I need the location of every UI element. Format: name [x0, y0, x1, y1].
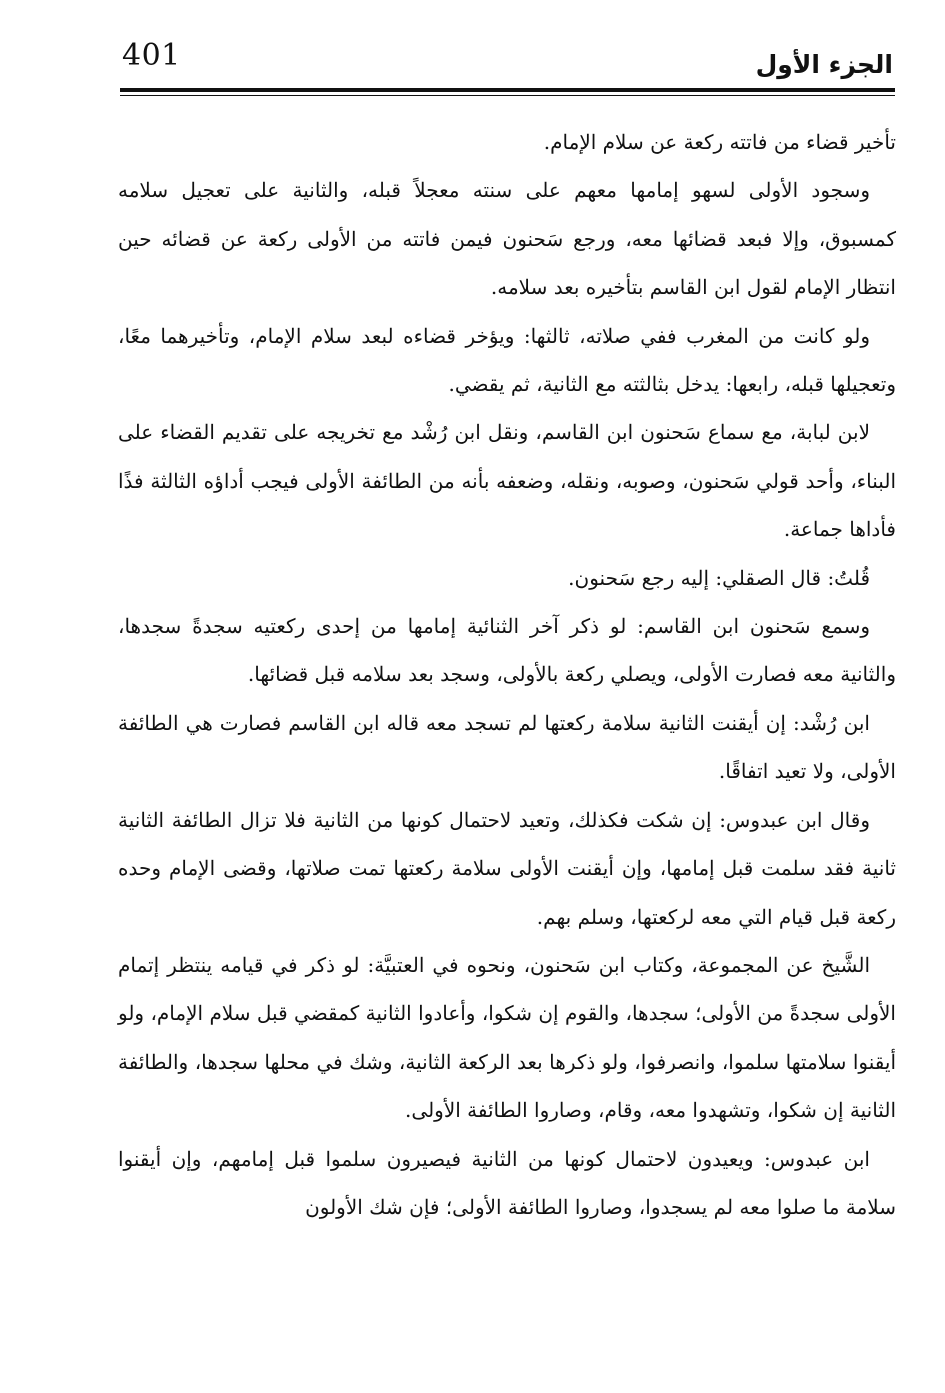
paragraph-5: قُلتُ: قال الصقلي: إليه رجع سَحنون. [568, 565, 870, 590]
header-rule-thick [120, 88, 895, 92]
paragraph-4: لابن لبابة، مع سماع سَحنون ابن القاسم، ونقل ابن رُشْد مع تخريجه على تقديم القضاء على البناء، وأحد قولي سَحنون، وصوبه، ونقله، وضعفه بأنه من الطائفة الأولى فيجب أداؤه الثالثة فذًا فأداها جماعة. [118, 420, 896, 542]
header-rule-thin [120, 95, 895, 96]
page-header [100, 32, 895, 92]
page-number: 401 [122, 38, 181, 73]
body-text [118, 118, 896, 1231]
paragraph-10: ابن عبدوس: ويعيدون لاحتمال كونها من الثانية فيصيرون سلموا قبل إمامهم، وإن أيقنوا سلامة ما صلوا معه لم يسجدوا، وصاروا الطائفة الأولى؛ فإن شك الأولون [118, 1146, 896, 1219]
paragraph-7: ابن رُشْد: إن أيقنت الثانية سلامة ركعتها لم تسجد معه قاله ابن القاسم فصارت هي الطائفة الأولى، ولا تعيد اتفاقًا. [118, 710, 896, 784]
paragraph-8: وقال ابن عبدوس: إن شكت فكذلك، وتعيد لاحتمال كونها من الثانية فلا تزال الطائفة الثانية ثانية فقد سلمت قبل إمامها، وإن أيقنت الأولى سلامة ركعتها تمت صلاتها، وقضى الإمام وحده ركعة قبل قيام التي معه لركعتها، وسلم بهم. [118, 807, 896, 929]
paragraph-9: الشَّيخ عن المجموعة، وكتاب ابن سَحنون، ونحوه في العتبيَّة: لو ذكر في قيامه ينتظر إتمام الأولى سجدةً من الأولى؛ سجدها، والقوم إن شكوا، وأعادوا الثانية كمقضي قبل سلام الإمام، ولو أيقنوا سلامتها سلموا، وانصرفوا، ولو ذكرها بعد الركعة الثانية، وشك في محلها سجدها، والطائفة الثانية إن شكوا، وتشهدوا معه، وقام، وصاروا الطائفة الأولى. [118, 952, 896, 1123]
paragraph-1: تأخير قضاء من فاتته ركعة عن سلام الإمام. [543, 130, 896, 154]
paragraph-6: وسمع سَحنون ابن القاسم: لو ذكر آخر الثنائية إمامها من إحدى ركعتيه سجدةً سجدها، والثانية معه فصارت الأولى، ويصلي ركعة بالأولى، وسجد بعد سلامه قبل قضائها. [118, 614, 896, 687]
paragraph-2: وسجود الأولى لسهو إمامها معهم على سنته معجلاً قبله، والثانية على تعجيل سلامه كمسبوق، وإلا فبعد قضائها معه، ورجع سَحنون فيمن فاتته من الأولى ركعة عن قضائه حين انتظار الإمام لقول ابن القاسم بتأخيره بعد سلامه. [118, 178, 896, 300]
running-title: الجزء الأول [755, 50, 893, 79]
paragraph-3: ولو كانت من المغرب ففي صلاته، ثالثها: ويؤخر قضاءه لبعد سلام الإمام، وتأخيرهما معًا، وتعجيلها قبله، رابعها: يدخل بثالثته مع الثانية، ثم يقضي. [118, 323, 896, 397]
